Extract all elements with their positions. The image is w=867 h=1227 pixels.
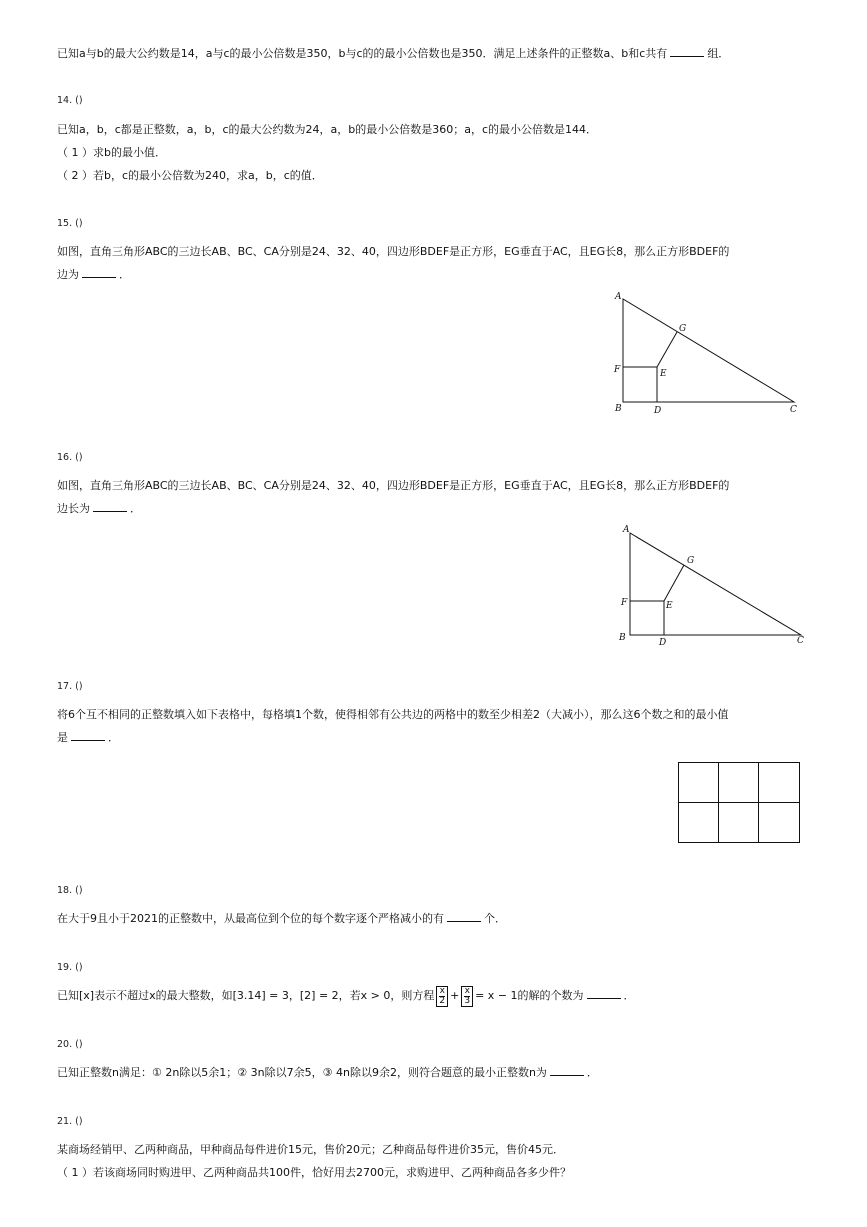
frac1-denominator: 2 bbox=[439, 995, 446, 1006]
q15-triangle-figure bbox=[605, 285, 815, 420]
square-bdef bbox=[623, 367, 657, 402]
q14-line-1: 已知a，b，c都是正整数，a，b，c的最大公约数为24，a，b的最小公倍数是360；a，c的最小公倍数是144． bbox=[57, 123, 598, 136]
q17-number: 17. () bbox=[57, 681, 83, 692]
q14-number: 14. () bbox=[57, 95, 83, 106]
grid-cell bbox=[719, 763, 759, 803]
q16-line-2-after: ． bbox=[130, 502, 141, 515]
q17-line-2-before: 是 bbox=[57, 731, 68, 744]
square-bdef bbox=[630, 601, 664, 635]
label-d: D bbox=[654, 406, 662, 416]
frac2-numerator: x bbox=[464, 985, 470, 996]
triangle-abc bbox=[630, 533, 801, 635]
q19-text-after: = x − 1的解的个数为 bbox=[475, 989, 584, 1002]
q18-text bbox=[57, 912, 506, 926]
q21-line-1: 某商场经销甲、乙两种商品，甲种商品每件进价15元，售价20元；乙种商品每件进价35元，售价45元． bbox=[57, 1143, 564, 1156]
q19-text bbox=[57, 984, 635, 1008]
q15-line-2-after: ． bbox=[119, 268, 130, 281]
q15-answer-blank[interactable] bbox=[82, 268, 116, 278]
q21-line-2: （ 1 ）若该商场同时购进甲、乙两种商品共100件，恰好用去2700元，求购进甲、乙两种商品各多少件？ bbox=[57, 1166, 571, 1179]
label-b: B bbox=[615, 404, 622, 414]
q15-number: 15. () bbox=[57, 218, 83, 229]
q16-triangle-figure bbox=[612, 520, 817, 652]
label-b: B bbox=[619, 633, 626, 643]
label-d: D bbox=[659, 638, 667, 648]
q16-answer-blank[interactable] bbox=[93, 502, 127, 512]
q17-line-2-after: ． bbox=[108, 731, 119, 744]
triangle-abc bbox=[623, 299, 794, 402]
q16-line-2 bbox=[57, 502, 141, 516]
q20-number: 20. () bbox=[57, 1039, 83, 1050]
grid-cell bbox=[719, 803, 759, 843]
q16-line-1: 如图，直角三角形ABC的三边长AB、BC、CA分别是24、32、40，四边形BDEF是正方形，EG垂直于AC，且EG长8，那么正方形BDEF的 bbox=[57, 479, 730, 492]
q16-line-2-before: 边长为 bbox=[57, 502, 90, 515]
q13-text-before: 已知a与b的最大公约数是14，a与c的最小公倍数是350，b与c的的最小公倍数也是350．满足上述条件的正整数a、b和c共有 bbox=[57, 47, 668, 60]
label-a: A bbox=[623, 525, 630, 535]
frac1-numerator: x bbox=[439, 985, 445, 996]
q19-floor-fraction-2 bbox=[461, 986, 473, 1007]
segment-eg bbox=[664, 565, 684, 601]
q19-floor-fraction-1 bbox=[436, 986, 448, 1007]
q13-text bbox=[57, 47, 729, 61]
label-g: G bbox=[679, 324, 687, 334]
q15-line-1: 如图，直角三角形ABC的三边长AB、BC、CA分别是24、32、40，四边形BDEF是正方形，EG垂直于AC，且EG长8，那么正方形BDEF的 bbox=[57, 245, 730, 258]
q20-answer-blank[interactable] bbox=[550, 1066, 584, 1076]
q19-text-before: 已知[x]表示不超过x的最大整数，如[3.14] = 3，[2] = 2，若x > 0，则方程 bbox=[57, 989, 435, 1002]
q17-answer-blank[interactable] bbox=[71, 731, 105, 741]
label-a: A bbox=[615, 292, 622, 302]
label-c: C bbox=[797, 636, 804, 646]
label-c: C bbox=[790, 405, 797, 415]
grid-cell bbox=[759, 763, 799, 803]
q14-line-3: （ 2 ）若b，c的最小公倍数为240，求a，b，c的值． bbox=[57, 169, 323, 182]
label-g: G bbox=[687, 556, 695, 566]
label-f: F bbox=[621, 598, 628, 608]
q18-text-after: 个． bbox=[484, 912, 506, 925]
frac2-denominator: 3 bbox=[464, 995, 471, 1006]
label-e: E bbox=[660, 369, 667, 379]
q16-number: 16. () bbox=[57, 452, 83, 463]
q18-text-before: 在大于9且小于2021的正整数中，从最高位到个位的每个数字逐个严格减小的有 bbox=[57, 912, 444, 925]
q18-number: 18. () bbox=[57, 885, 83, 896]
q20-text bbox=[57, 1066, 598, 1080]
q19-number: 19. () bbox=[57, 962, 83, 973]
q14-line-2: （ 1 ）求b的最小值． bbox=[57, 146, 166, 159]
q19-answer-blank[interactable] bbox=[587, 989, 621, 999]
grid-cell bbox=[679, 763, 719, 803]
q13-text-after: 组． bbox=[707, 47, 730, 60]
q19-plus: + bbox=[450, 989, 460, 1002]
q18-answer-blank[interactable] bbox=[447, 912, 481, 922]
q15-line-2 bbox=[57, 268, 130, 282]
q19-text-end: ． bbox=[623, 989, 635, 1002]
q17-line-1: 将6个互不相同的正整数填入如下表格中，每格填1个数，使得相邻有公共边的两格中的数至少相差2（大减小），那么这6个数之和的最小值 bbox=[57, 708, 729, 721]
grid-cell bbox=[679, 803, 719, 843]
q21-number: 21. () bbox=[57, 1116, 83, 1127]
segment-eg bbox=[657, 332, 677, 367]
q20-text-after: ． bbox=[586, 1066, 598, 1079]
label-f: F bbox=[614, 365, 621, 375]
q17-number-grid bbox=[678, 762, 800, 843]
grid-cell bbox=[759, 803, 799, 843]
q17-line-2 bbox=[57, 731, 119, 745]
q15-line-2-before: 边为 bbox=[57, 268, 79, 281]
q13-answer-blank[interactable] bbox=[670, 47, 704, 57]
q20-text-before: 已知正整数n满足：① 2n除以5余1；② 3n除以7余5，③ 4n除以9余2，则符合题意的最小正整数n为 bbox=[57, 1066, 547, 1079]
label-e: E bbox=[666, 601, 673, 611]
